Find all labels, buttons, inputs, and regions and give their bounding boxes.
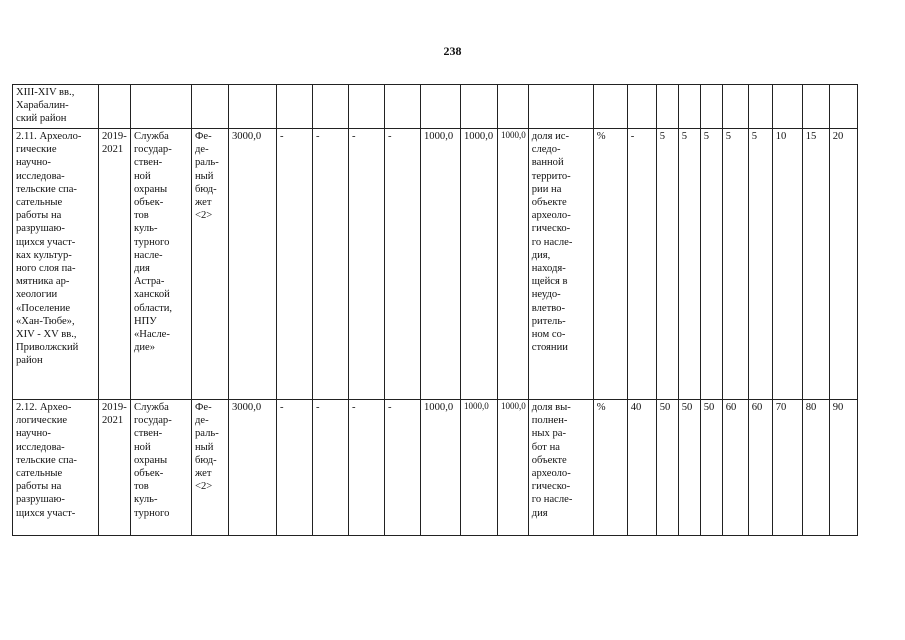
period-cell	[99, 85, 131, 129]
indicator-value-cell: 10	[772, 129, 802, 400]
unit-cell: %	[593, 129, 627, 400]
indicator-value-cell: 40	[627, 400, 656, 536]
indicator-value-cell: 15	[802, 129, 829, 400]
year-amount-cell: -	[313, 400, 349, 536]
period-cell: 2019- 2021	[99, 400, 131, 536]
year-amount-cell	[349, 85, 385, 129]
indicator-value-cell: 5	[748, 129, 772, 400]
year-amount-cell: 1000,0	[421, 129, 461, 400]
year-amount-cell: -	[349, 129, 385, 400]
year-amount-cell: -	[385, 129, 421, 400]
indicator-value-cell	[748, 85, 772, 129]
unit-cell	[593, 85, 627, 129]
indicator-value-cell	[772, 85, 802, 129]
funding-source-cell: Фе- де- раль- ный бюд- жет <2>	[192, 400, 229, 536]
indicator-cell: доля ис- следо- ванной террито- рии на объекте археоло- гическо- го насле- дия, находя- щейся в неудо- влетво- ритель- ном со- стоянии	[528, 129, 593, 400]
indicator-value-cell: 60	[722, 400, 748, 536]
indicator-value-cell: 5	[722, 129, 748, 400]
indicator-value-cell: -	[627, 129, 656, 400]
table-row	[13, 85, 858, 129]
table-row	[13, 400, 858, 536]
unit-cell: %	[593, 400, 627, 536]
total-cell: 3000,0	[229, 129, 277, 400]
year-amount-cell: -	[277, 129, 313, 400]
year-amount-cell: -	[385, 400, 421, 536]
page-number: 238	[443, 44, 462, 58]
year-amount-cell: -	[277, 400, 313, 536]
indicator-value-cell: 50	[678, 400, 700, 536]
indicator-value-cell	[829, 85, 857, 129]
year-amount-cell	[313, 85, 349, 129]
activity-name-cell: 2.12. Архео- логические научно- исследова- тельские спа- сательные работы на разрушаю- щихся участ-	[13, 400, 99, 536]
year-amount-cell	[277, 85, 313, 129]
indicator-value-cell	[656, 85, 678, 129]
indicator-value-cell	[678, 85, 700, 129]
funding-source-cell	[192, 85, 229, 129]
year-amount-cell: 1000,0	[421, 400, 461, 536]
year-amount-cell	[498, 85, 529, 129]
indicator-cell	[528, 85, 593, 129]
activity-name-cell: 2.11. Археоло- гические научно- исследова- тельские спа- сательные работы на разрушаю- щихся участ- ках культур- ного слоя па- мятника ар- хеологии «Поселение «Хан-Тюбе», XIV - XV вв., Приволжский район	[13, 129, 99, 400]
indicator-value-cell	[700, 85, 722, 129]
year-amount-cell: 1000,0	[498, 400, 529, 536]
indicator-value-cell: 5	[700, 129, 722, 400]
year-amount-cell: 1000,0	[498, 129, 529, 400]
indicator-value-cell: 90	[829, 400, 857, 536]
indicator-value-cell: 70	[772, 400, 802, 536]
executor-cell: Служба государ- ствен- ной охраны объек- тов куль- турного насле- дия Астра- ханской области, НПУ «Насле- дие»	[131, 129, 192, 400]
indicator-value-cell	[802, 85, 829, 129]
year-amount-cell	[461, 85, 498, 129]
indicator-value-cell: 50	[700, 400, 722, 536]
period-cell: 2019- 2021	[99, 129, 131, 400]
indicator-value-cell	[627, 85, 656, 129]
indicator-value-cell: 50	[656, 400, 678, 536]
executor-cell: Служба государ- ствен- ной охраны объек- тов куль- турного	[131, 400, 192, 536]
activity-name-cell: XIII-XIV вв., Харабалин- ский район	[13, 85, 99, 129]
indicator-value-cell: 5	[656, 129, 678, 400]
total-cell	[229, 85, 277, 129]
funding-source-cell: Фе- де- раль- ный бюд- жет <2>	[192, 129, 229, 400]
year-amount-cell: 1000,0	[461, 129, 498, 400]
year-amount-cell: -	[349, 400, 385, 536]
indicator-cell: доля вы- полнен- ных ра- бот на объекте археоло- гическо- го насле- дия	[528, 400, 593, 536]
table-row	[13, 129, 858, 400]
executor-cell	[131, 85, 192, 129]
indicator-value-cell: 5	[678, 129, 700, 400]
indicator-value-cell	[722, 85, 748, 129]
indicator-value-cell: 60	[748, 400, 772, 536]
year-amount-cell	[385, 85, 421, 129]
total-cell: 3000,0	[229, 400, 277, 536]
year-amount-cell: 1000,0	[461, 400, 498, 536]
indicator-value-cell: 20	[829, 129, 857, 400]
year-amount-cell	[421, 85, 461, 129]
indicator-value-cell: 80	[802, 400, 829, 536]
program-activities-table	[12, 84, 858, 536]
year-amount-cell: -	[313, 129, 349, 400]
